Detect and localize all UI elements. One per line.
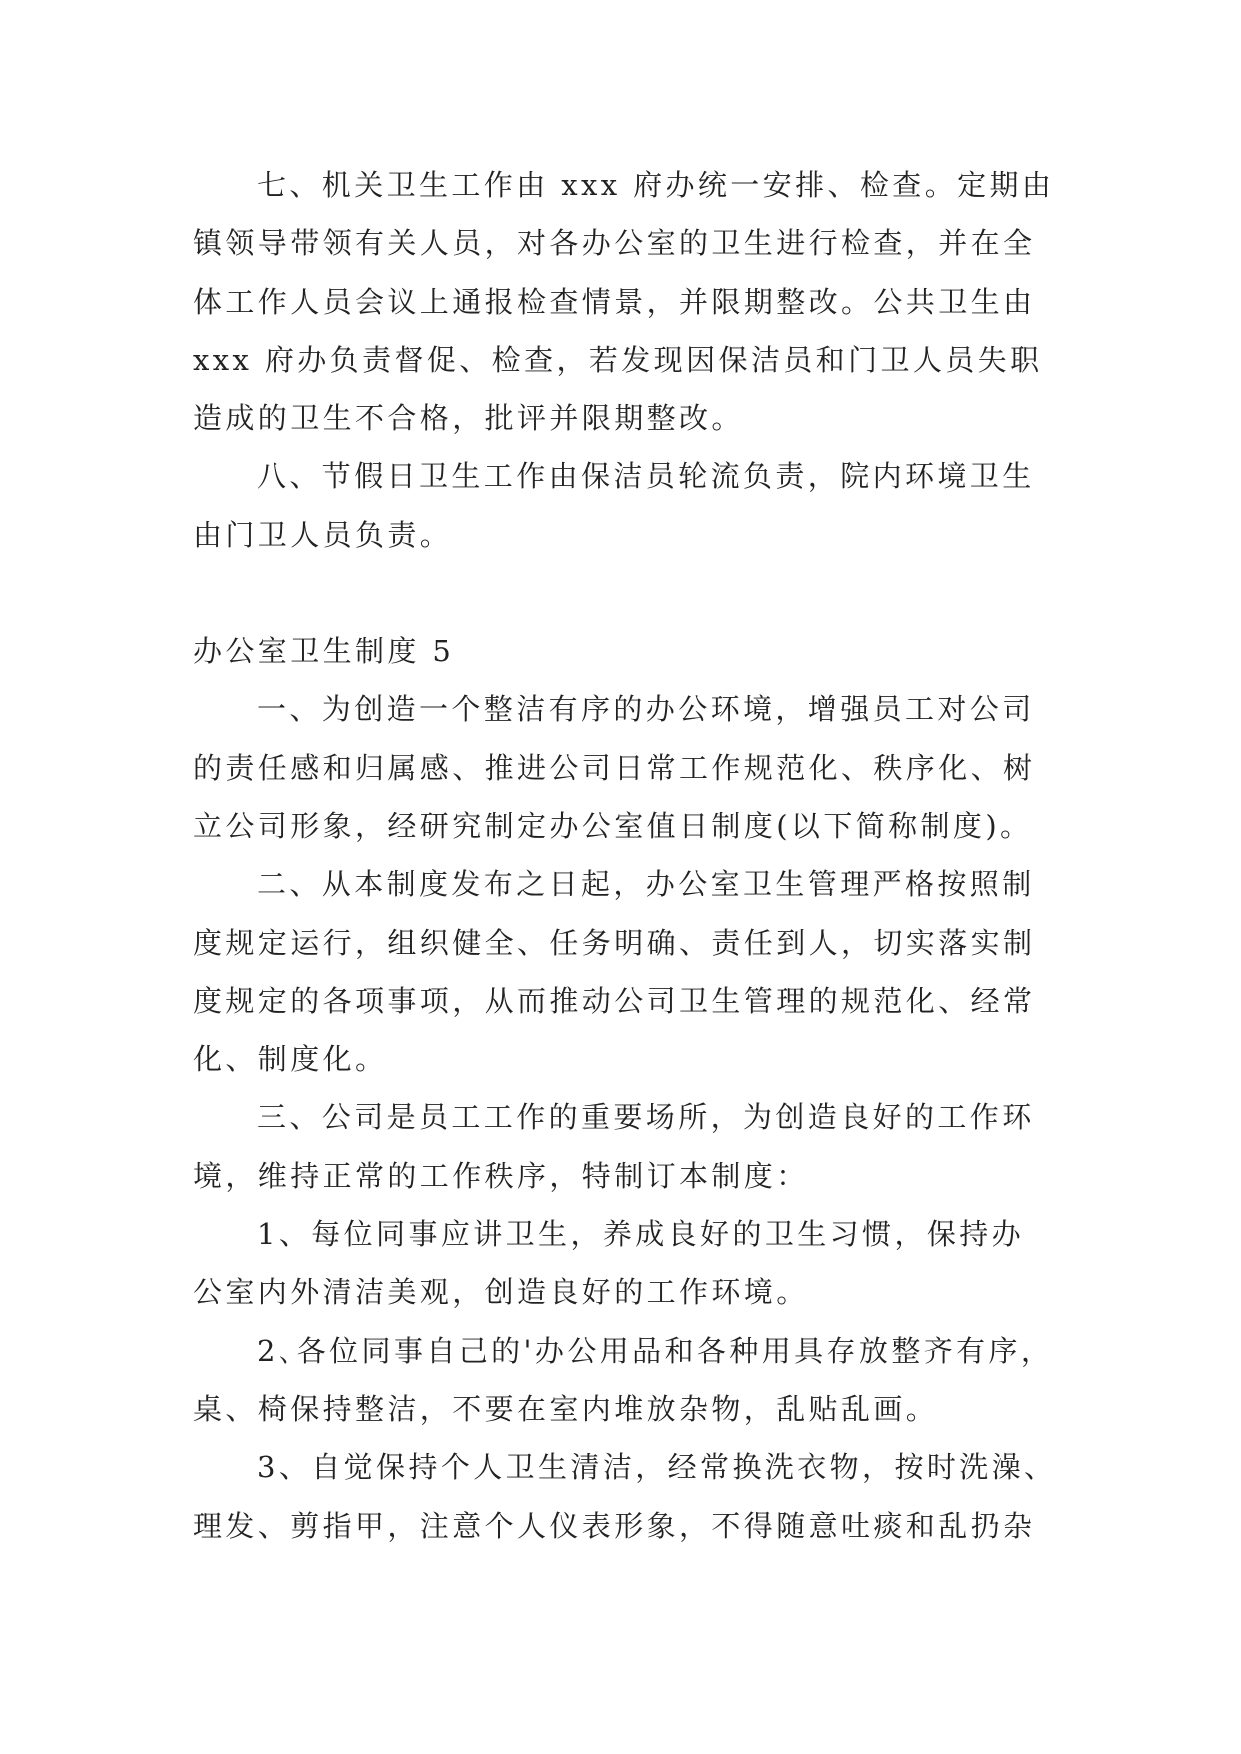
text-line: 立公司形象，经研究制定办公室值日制度(以下简称制度)。 — [193, 808, 1033, 843]
text-line: 八、节假日卫生工作由保洁员轮流负责，院内环境卫生 — [257, 459, 1035, 494]
text-line: 镇领导带领有关人员，对各办公室的卫生进行检查，并在全 — [193, 226, 1036, 261]
text-line: xxx 府办负责督促、检查，若发现因保洁员和门卫人员失职 — [193, 342, 1043, 377]
section-title: 办公室卫生制度 5 — [193, 634, 455, 669]
text-line: 造成的卫生不合格，批评并限期整改。 — [193, 401, 744, 436]
text-line: 公室内外清洁美观，创造良好的工作环境。 — [193, 1275, 809, 1310]
text-line: 度规定运行，组织健全、任务明确、责任到人，切实落实制 — [193, 925, 1036, 960]
text-line: 七、机关卫生工作由 xxx 府办统一安排、检查。定期由 — [257, 168, 1055, 202]
document-body — [193, 156, 1063, 1555]
text-line: 由门卫人员负责。 — [193, 517, 453, 552]
text-line: 境，维持正常的工作秩序，特制订本制度： — [193, 1158, 809, 1193]
text-line: 度规定的各项事项，从而推动公司卫生管理的规范化、经常 — [193, 983, 1036, 1018]
text-line: 化、制度化。 — [193, 1042, 388, 1077]
text-line: 2､各位同事自己的'办公用品和各种用具存放整齐有序， — [257, 1333, 1054, 1368]
text-line: 理发、剪指甲，注意个人仪表形象，不得随意吐痰和乱扔杂 — [193, 1508, 1036, 1543]
text-line: 体工作人员会议上通报检查情景，并限期整改。公共卫生由 — [193, 284, 1036, 319]
text-line: 桌、椅保持整洁，不要在室内堆放杂物，乱贴乱画。 — [193, 1391, 939, 1426]
text-line: 二、从本制度发布之日起，办公室卫生管理严格按照制 — [257, 867, 1035, 902]
paragraph-block-1 — [193, 156, 1063, 564]
paragraph-block-2 — [193, 680, 1063, 1554]
section-spacer — [193, 564, 1063, 622]
text-line: 1、每位同事应讲卫生，养成良好的卫生习惯，保持办 — [257, 1217, 1025, 1252]
text-line: 三、公司是员工工作的重要场所，为创造良好的工作环 — [257, 1100, 1035, 1135]
text-line: 一、为创造一个整洁有序的办公环境，增强员工对公司 — [257, 692, 1035, 727]
text-line: 的责任感和归属感、推进公司日常工作规范化、秩序化、树 — [193, 750, 1036, 785]
text-line: 3、自觉保持个人卫生清洁，经常换洗衣物，按时洗澡、 — [257, 1450, 1057, 1485]
